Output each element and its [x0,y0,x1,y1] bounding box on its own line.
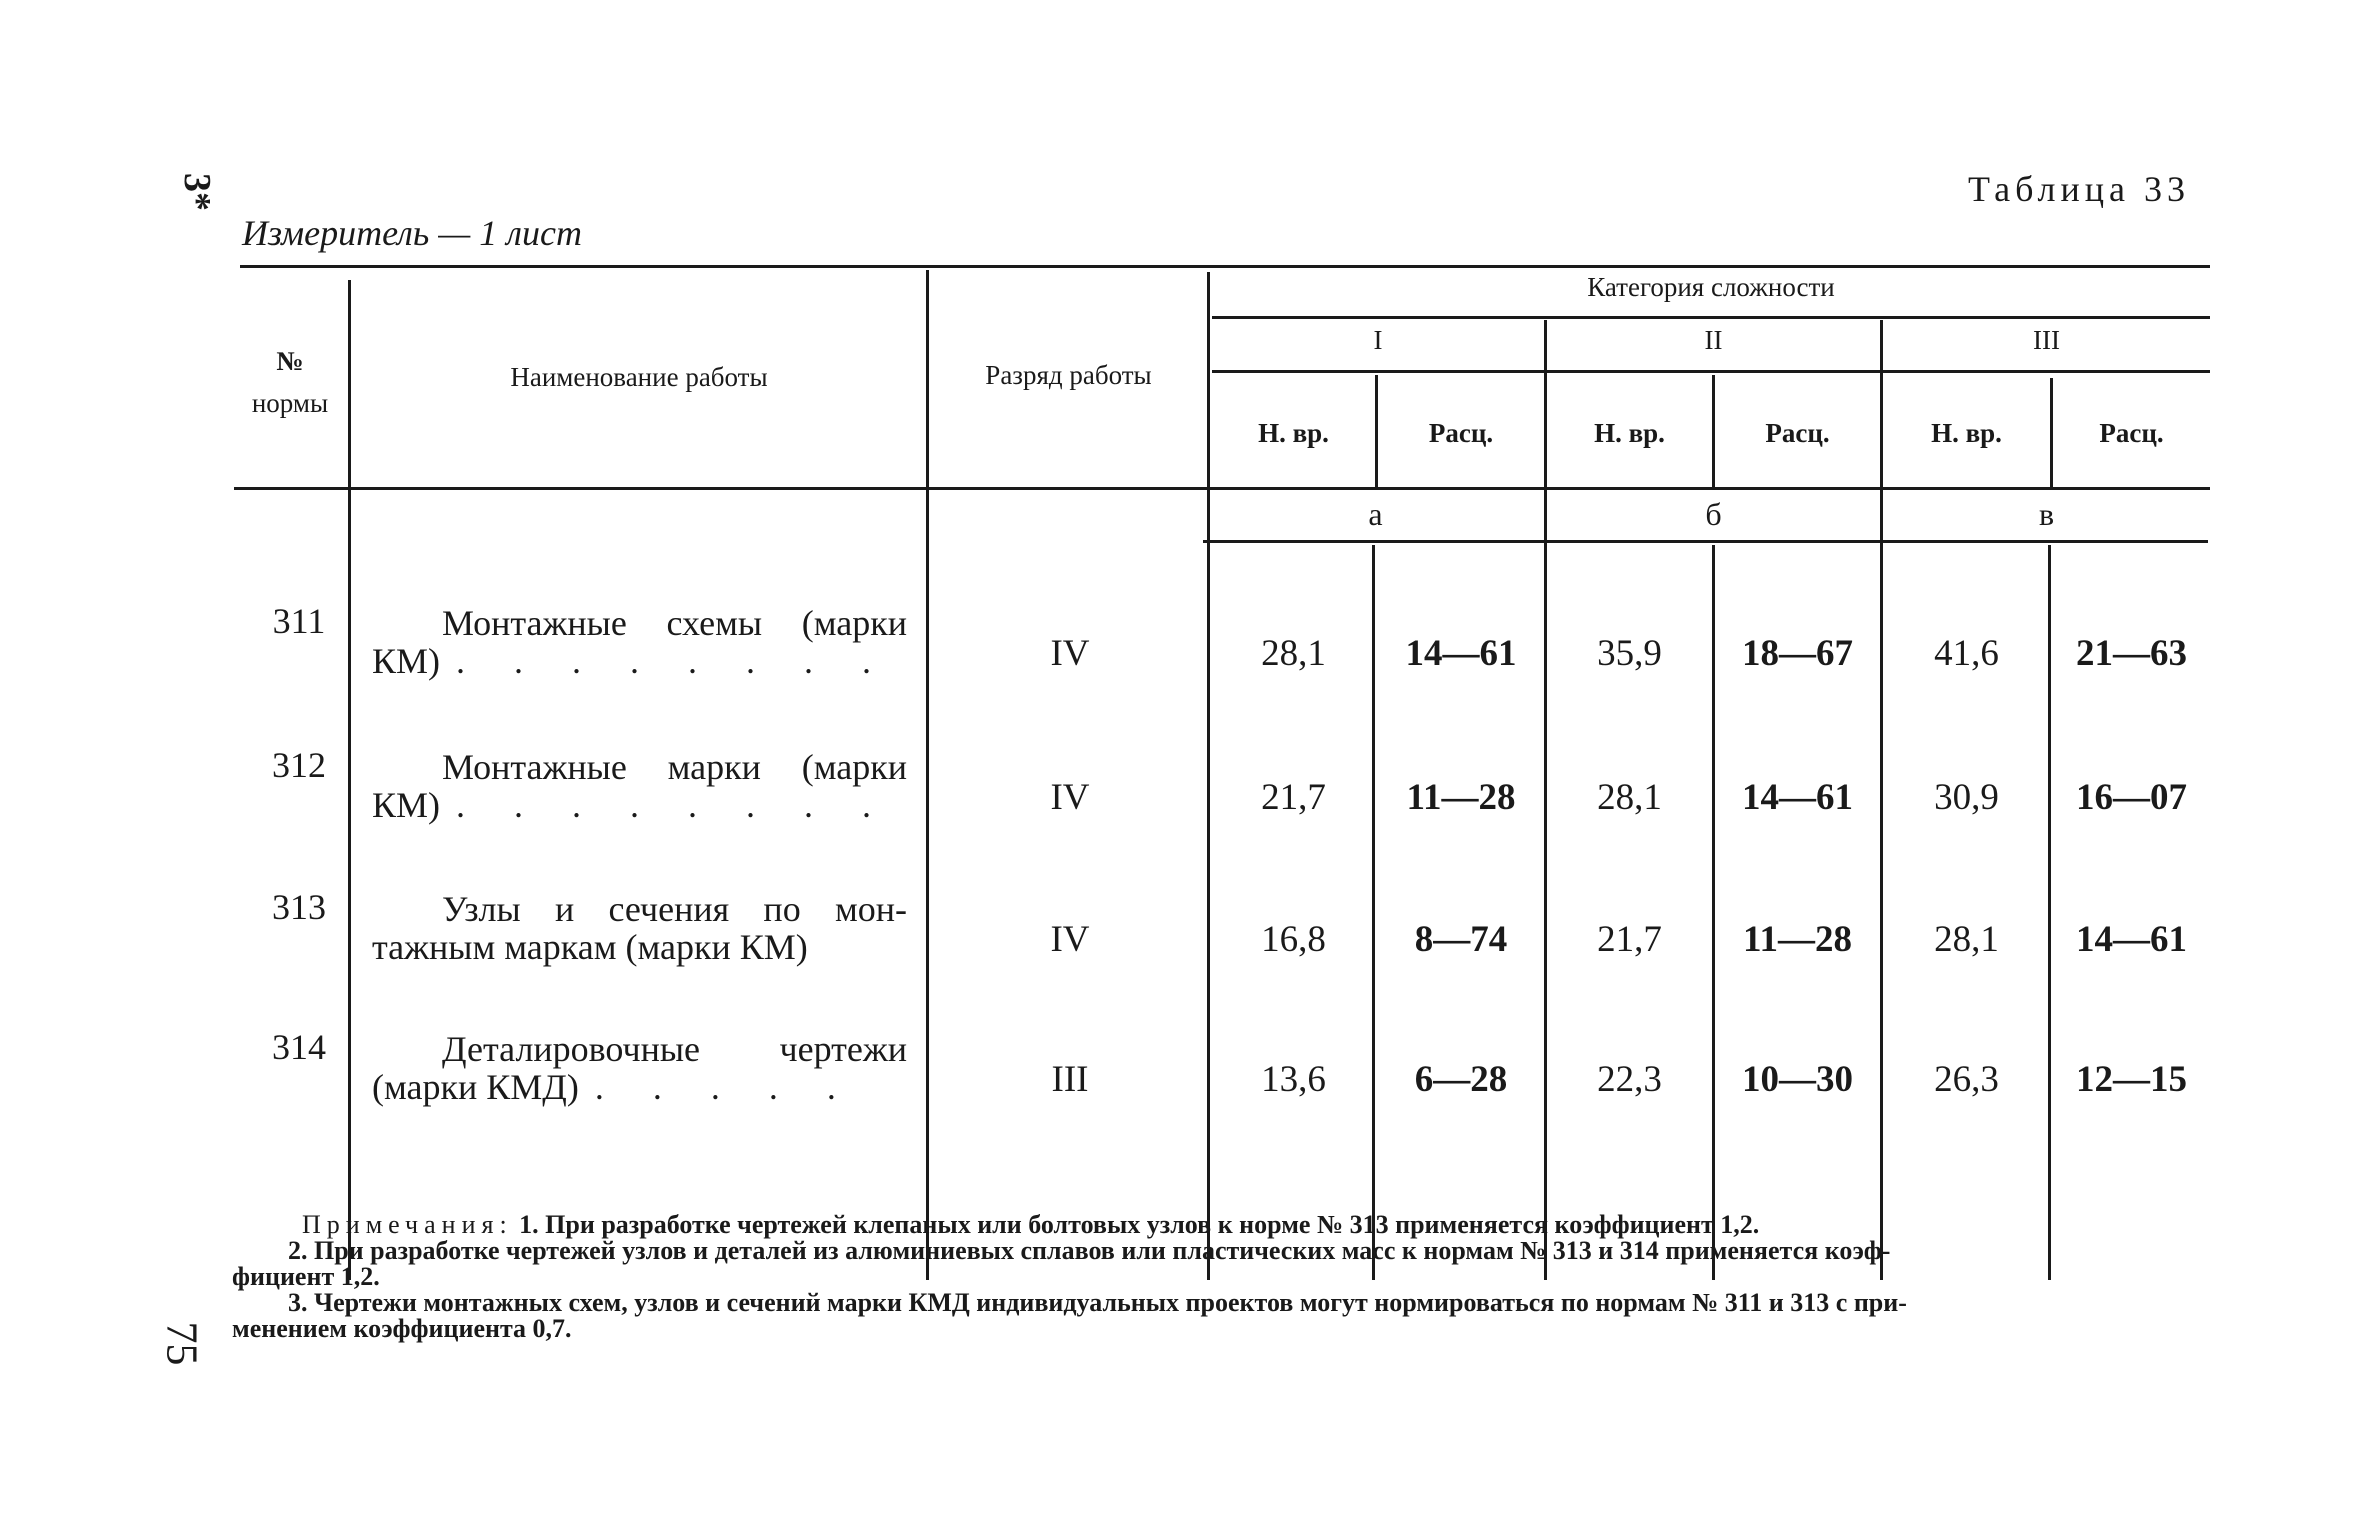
col-rule-grade [1207,272,1210,1280]
subcol-rate-2: Расц. [1765,418,1830,448]
time-norm-a: 21,7 [1261,777,1326,818]
time-norm-a: 13,6 [1261,1059,1326,1100]
work-name-line2-text: КМ) [372,785,441,825]
work-name-line2-text: (марки КМД) [372,1067,579,1107]
rate-a: 11—28 [1406,777,1516,818]
category-i: I [1373,325,1383,355]
work-name-header: Наименование работы [510,362,768,392]
subcol-time-2: Н. вр. [1594,418,1665,448]
rate-v: 21—63 [2076,633,2187,674]
work-name-line1: Узлы и сечения по мон- [442,889,907,929]
work-name-line2 [372,928,907,966]
work-name-line1: Монтажные марки (марки [442,747,907,787]
rate-b: 14—61 [1742,777,1853,818]
work-name-line2 [372,1068,907,1106]
leader-dots: . . . . . . . . [456,785,892,825]
side-mark: 3* [176,173,218,211]
complexity-header: Категория сложности [1587,272,1835,302]
note-3-cont: менением коэффициента 0,7. [232,1314,572,1343]
rate-b: 11—28 [1743,919,1852,960]
time-norm-v: 30,9 [1934,777,1999,818]
norm-no-sign: № [276,346,304,376]
rate-b: 10—30 [1742,1059,1853,1100]
col-rule-name [926,270,929,1280]
work-name [372,604,907,680]
header-bottom-rule [234,487,2210,490]
time-norm-a: 28,1 [1261,633,1326,674]
work-grade: IV [1050,633,1090,674]
work-grade: III [1051,1059,1089,1100]
work-name [372,890,907,966]
rate-b: 18—67 [1742,633,1853,674]
note-2-cont: фициент 1,2. [232,1262,380,1291]
time-norm-v: 28,1 [1934,919,1999,960]
note-1 [232,1212,2212,1238]
work-name-line1: Деталировочные чертежи [442,1029,907,1069]
rate-a: 6—28 [1414,1059,1508,1100]
letter-b: б [1705,496,1722,532]
time-norm-a: 16,8 [1261,919,1326,960]
category-rule [1212,370,2210,373]
table-title: Таблица 33 [1968,169,2190,209]
work-name [372,1030,907,1106]
subcol-rate-3: Расц. [2099,418,2164,448]
subcol-time-1: Н. вр. [1258,418,1329,448]
table-notes [232,1212,2212,1342]
grade-header: Разряд работы [985,360,1152,390]
work-name-line2-text: тажным маркам (марки КМ) [372,927,808,967]
time-norm-b: 22,3 [1597,1059,1662,1100]
subcol-time-3: Н. вр. [1931,418,2002,448]
norm-number: 313 [272,887,326,927]
time-norm-v: 41,6 [1934,633,1999,674]
letter-v: в [2038,496,2055,532]
work-name-line2 [372,786,907,824]
note-2: 2. При разработке чертежей узлов и деталей из алюминиевых сплавов или пластических масс к нормам № 313 и 314 применяется коэф- [288,1236,1891,1265]
rate-a: 8—74 [1414,919,1508,960]
work-name-line2 [372,642,907,680]
work-name-line1: Монтажные схемы (марки [442,603,907,643]
category-iii: III [2033,325,2060,355]
page-number: 75 [157,1321,207,1366]
col-rule-norm [348,280,351,1280]
norm-number: 311 [272,601,326,641]
work-name [372,748,907,824]
table-top-rule [240,265,2210,268]
letters-rule [1203,540,2208,543]
rate-v: 14—61 [2076,919,2187,960]
time-norm-v: 26,3 [1934,1059,1999,1100]
complexity-rule [1212,316,2210,319]
leader-dots: . . . . . [594,1067,856,1107]
measure-unit: Измеритель — 1 лист [242,213,582,253]
work-grade: IV [1050,777,1090,818]
norm-no-label: нормы [251,388,329,418]
note-1-text: 1. При разработке чертежей клепаных или болтовых узлов к норме № 313 применяется коэффициент 1,2. [519,1210,1760,1239]
leader-dots: . . . . . . . . [456,641,892,681]
norm-no-header [234,340,346,424]
work-name-line2-text: КМ) [372,641,441,681]
subcol-rate-1: Расц. [1428,418,1494,448]
notes-label: Примечания: [302,1210,513,1239]
rate-v: 12—15 [2076,1059,2187,1100]
rate-v: 16—07 [2076,777,2187,818]
time-norm-b: 21,7 [1597,919,1662,960]
work-grade: IV [1050,919,1090,960]
norm-number: 314 [272,1027,326,1067]
rate-a: 14—61 [1405,633,1517,674]
note-3: 3. Чертежи монтажных схем, узлов и сечений марки КМД индивидуальных проектов могут нормироваться по нормам № 311 и 313 с при- [288,1288,1907,1317]
norm-number: 312 [272,745,326,785]
letter-a: а [1368,496,1383,532]
time-norm-b: 35,9 [1597,633,1662,674]
time-norm-b: 28,1 [1597,777,1662,818]
category-ii: II [1704,325,1723,355]
